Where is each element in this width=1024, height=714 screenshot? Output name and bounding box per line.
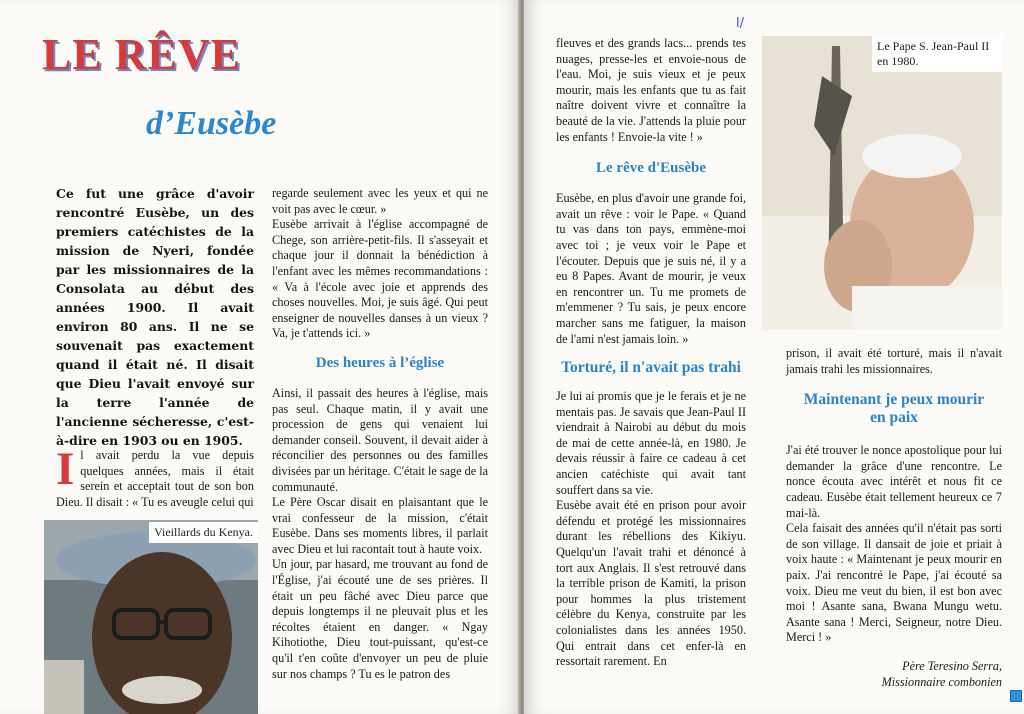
heading-reve: Le rêve d'Eusèbe: [596, 160, 706, 177]
paragraph: Cela faisait des années qu'il n'était pas sorti de son village. Il dansait de joie et priait à voix haute : « Maintenant je peux mourir en paix. J'ai rencontré le Pape, j'ai écouté sa voix. Dieu me veut du bien, il est bon avec moi ! Asante sana, Bwana Mungu wetu. Asante sana ! Merci, Seigneur, notre Dieu. Merci ! »: [786, 521, 1002, 645]
pope-photo: [762, 36, 1002, 330]
paragraph: prison, il avait été torturé, mais il n'avait jamais trahi les missionnaires.: [786, 346, 1002, 376]
paragraph: fleuves et des grands lacs... prends tes nuages, presse-les et envoie-nous de l'eau. Moi, je suis vieux et je peux mourir, mais les enfants que tu as fait naître doivent vivre et connaître la beauté de la vie. J'attends la pluie pour les enfants ! Envoie-la vite ! »: [556, 36, 746, 144]
paragraph: Un jour, par hasard, me trouvant au fond de l'Église, j'ai écouté une de ses prières. Il était un peu fâché avec Dieu parce que depuis longtemps il ne pleuvait plus et les récoltes étaient en danger. « Ngay Kihotiothe, Dieu tout-puissant, qu'est-ce qu'il t'en coûte d'envoyer un peu de pluie sur nos champs ? Tu es le patron des: [272, 557, 488, 681]
heading-torture: Torturé, il n'avait pas trahi: [561, 359, 741, 377]
paragraph: regarde seulement avec les yeux et qui ne voit pas avec le cœur. »: [272, 186, 488, 216]
elders-photo-image: [44, 520, 258, 714]
elders-photo-caption: Vieillards du Kenya.: [149, 522, 258, 543]
pen-mark: l/: [736, 16, 744, 31]
heading-eglise: Des heures à l’église: [315, 354, 445, 371]
paragraph: Eusèbe arrivait à l'église accompagné de Chege, son arrière-petit-fils. Il s'asseyait et chaque jour il donnait la bénédiction à l'enfant avec les mêmes recommandations : « Va à l'école avec joie et apprends des choses nouvelles. Moi, je suis âgé. Qui peut enseigner de nouvelles danses à un vieux ? Va, je t'attends ici. »: [272, 217, 488, 341]
right-page: [524, 0, 1024, 714]
pope-photo-caption: Le Pape S. Jean-Paul II en 1980.: [872, 36, 1002, 72]
title-line2: d’Eusèbe: [146, 105, 277, 142]
paragraph: Eusèbe, en plus d'avoir une grande foi, avait un rêve : voir le Pape. « Quand tu vas dans ton pays, emmène-moi avec toi ; je veux voir le Pape et l'écouter. Depuis que je suis né, il y a eu 8 Papes. Avant de mourir, je veux en rencontrer un. Tu me promets de m'emmener ? Tu sais, je peux encore marcher sans me fatiguer, la maison de l'ami n'est jamais loin. »: [556, 191, 746, 346]
paragraph: J'ai été trouver le nonce apostolique pour lui demander la grâce d'une rencontre. Le nonce écouta avec intérêt et nous fit ce cadeau. Eusèbe était tellement heureux ce 7 mai-là.: [786, 443, 1002, 520]
title-line1: LE RÊVE: [42, 30, 241, 79]
paragraph: Le Père Oscar disait en plaisantant que le vrai confesseur de la mission, c'était Eusèbe. Dans ses moments libres, il parlait avec Dieu et lui racontait tout à haute voix.: [272, 495, 488, 556]
elders-photo: [44, 520, 258, 714]
signature-title: Missionnaire combonien: [881, 674, 1002, 689]
signature-name: Père Teresino Serra,: [902, 658, 1002, 673]
end-mark-square: [1010, 690, 1022, 702]
dropcap-paragraph: [56, 443, 254, 510]
right-column-1: [556, 36, 746, 670]
paragraph: Ainsi, il passait des heures à l'église, mais pas seul. Chaque matin, il y avait une procession de gens qui venaient lui demander conseil. Souvent, il devait aider à réconcilier des personnes ou des familles divisées par un héritage. C'était le sage de la communauté.: [272, 385, 488, 494]
left-column-2: [272, 186, 488, 682]
paragraph: Je lui ai promis que je le ferais et je ne mentais pas. Je savais que Jean-Paul II viendrait à Nairobi au début du mois de mai de cette année-là, en 1980. Je devais réussir à faire ce cadeau à cet ancien catéchiste qui avait tant souffert dans sa vie.: [556, 389, 746, 497]
heading-paix: Maintenant je peux mourir en paix: [803, 391, 985, 427]
right-column-2: [786, 346, 1002, 690]
intro-paragraph: Ce fut une grâce d'avoir rencontré Eusèbe, un des premiers catéchistes de la mission de Nyeri, fondée par les missionnaires de la Consolata au début des années 1900. Il avait environ 80 ans. Il ne se souvenait pas exactement quand il était né. Il disait que Dieu l'avait envoyé sur la terre l'année de l'ancienne sécheresse, c'est-à-dire en 1903 ou en 1905.: [56, 186, 254, 448]
pope-photo-image: [762, 36, 1002, 330]
dropcap-letter: I: [56, 443, 75, 495]
paragraph: Eusèbe avait été en prison pour avoir défendu et protégé les missionnaires durant les rébellions des Kikiyu. Quelqu'un l'avait trahi et dénoncé à tort aux Anglais. Il s'est retrouvé dans la terrible prison de Kamiti, la prison pour hommes la plus tristement célèbre du Kenya, construite par les colonialistes dans les années 1950. Qui entrait dans cet enfer-là en ressortait rarement. En: [556, 498, 746, 669]
paragraph-text: l avait perdu la vue depuis quelques années, mais il était serein et acceptait tout de son bon Dieu. Il disait : « Tu es aveugle celui qui: [56, 448, 254, 509]
